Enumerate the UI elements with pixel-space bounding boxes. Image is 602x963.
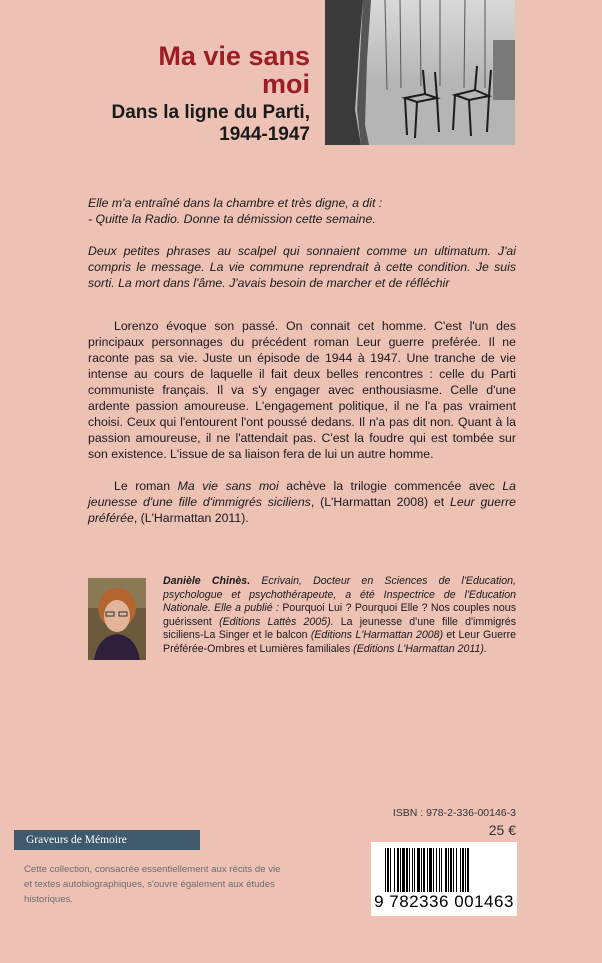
barcode-bar xyxy=(412,848,413,892)
book-title-line2: moi xyxy=(261,69,310,99)
quote-line1: Elle m'a entraîné dans la chambre et très digne, a dit : xyxy=(88,196,383,210)
summary-p2-title: Leur guerre préférée xyxy=(88,495,517,525)
barcode-bar xyxy=(460,848,461,892)
barcode-bar xyxy=(462,848,464,892)
book-title-line1: Ma vie sans xyxy=(158,41,310,71)
summary-paragraph-1: Lorenzo évoque son passé. On connait cet homme. C'est l'un des principaux personnages du précédent roman Leur guerre preférée. Il ne raconte pas sa vie. Juste un épisode de 1944 à 1947. Une tranche de vie intense au cours de laquelle il fait deux belles rencontres : celle du Parti communiste français. Il va s'y engager avec enthousiasme. Celle d'une ardente passion amoureuse. L'engagement politique, il ne l'a pas vraiment choisi. Ceux qui l'entourent l'ont poussé dedans. Il n'a pas dit non. Quant à la passion amoureuse, il ne l'attendait pas. C'est la foudre qui est tombée sur son existence. L'issue de sa liaison fera de lui un autre homme. xyxy=(88,319,516,461)
book-subtitle-line2: 1944-1947 xyxy=(219,124,310,145)
barcode-bar xyxy=(439,848,440,892)
barcode-bar xyxy=(448,848,449,892)
collection-name: Graveurs de Mémoire xyxy=(14,830,200,850)
summary-p2-title: Ma vie sans moi xyxy=(177,479,279,493)
author-bio-text: et Leur Guerre Préférée-Ombres et Lumières familiales xyxy=(163,629,516,655)
barcode-bar xyxy=(450,848,452,892)
summary-p2-text: , (L'Harmattan 2008) et xyxy=(310,495,451,509)
barcode xyxy=(371,842,517,916)
title-block xyxy=(112,42,311,146)
author-bio-text: Ecrivain, Docteur en Sciences de l'Education, psychologue et psychothérapeute, a été Inspectrice de l'Education Nationale. Elle a publié : xyxy=(163,575,516,614)
opening-quote xyxy=(88,195,516,227)
summary xyxy=(88,318,516,526)
summary-paragraph-2 xyxy=(88,478,516,526)
excerpt xyxy=(88,243,516,291)
collection-description: Cette collection, consacrée essentiellement aux récits de vie et textes autobiographiques, s'ouvre également aux études historiques. xyxy=(24,864,281,905)
book-title xyxy=(112,42,311,98)
barcode-bar xyxy=(465,848,466,892)
barcode-bar xyxy=(433,848,434,892)
barcode-bar xyxy=(453,848,454,892)
barcode-bar xyxy=(409,848,410,892)
summary-p2-text: achève la trilogie commencée avec xyxy=(278,479,503,493)
isbn: ISBN : 978-2-336-00146-3 xyxy=(392,807,516,819)
barcode-bar xyxy=(397,848,399,892)
barcode-bar xyxy=(456,848,457,892)
barcode-bar xyxy=(427,848,428,892)
park-chairs-illustration xyxy=(325,0,515,145)
author-portrait xyxy=(88,578,146,660)
cover-photo-park-chairs xyxy=(325,0,515,145)
barcode-bar xyxy=(423,848,425,892)
barcode-bar xyxy=(414,848,415,892)
excerpt-text: Deux petites phrases au scalpel qui sonnaient comme un ultimatum. J'ai compris le message. La vie commune reprendrait à cette condition. Je suis sorti. La mort dans l'âme. J'avais besoin de marcher et de réfléchir xyxy=(88,244,516,290)
barcode-bar xyxy=(429,848,432,892)
barcode-bar xyxy=(400,848,401,892)
summary-p2-text: , (L'Harmattan 2011). xyxy=(133,511,249,525)
barcode-bar xyxy=(394,848,395,892)
author-portrait-illustration xyxy=(88,578,146,660)
author-bio-text: La jeunesse d'une fille d'immigrés siciliens-La Singer et le balcon xyxy=(163,615,516,641)
author-bio-text: (Editions Lattès 2005). xyxy=(219,615,334,628)
barcode-bar xyxy=(417,848,420,892)
author-bio-text: (Editions L'Harmattan 2011). xyxy=(353,642,487,655)
barcode-bar xyxy=(406,848,408,892)
barcode-bar xyxy=(390,848,391,892)
barcode-bar xyxy=(402,848,405,892)
barcode-bar xyxy=(421,848,422,892)
author-bio-text: Pourquoi Lui ? Pourquoi Elle ? Nos couples nous guérissent xyxy=(163,602,516,628)
price: 25 € xyxy=(488,822,516,838)
barcode-bar xyxy=(385,848,386,892)
barcode-bars xyxy=(371,842,517,892)
book-subtitle xyxy=(112,102,311,146)
summary-p2-text: Le roman xyxy=(114,479,178,493)
barcode-digits: 9 782336 001463 xyxy=(374,892,514,911)
barcode-bar xyxy=(445,848,447,892)
barcode-bar xyxy=(387,848,389,892)
book-subtitle-line1: Dans la ligne du Parti, xyxy=(111,102,310,123)
quote-line2: - Quitte la Radio. Donne ta démission cette semaine. xyxy=(88,212,376,226)
barcode-bar xyxy=(467,848,469,892)
author-name: Danièle Chinès. xyxy=(163,575,251,587)
author-bio xyxy=(163,575,516,656)
author-bio-text: (Editions L'Harmattan 2008) xyxy=(310,629,444,641)
summary-p2-title: La jeunesse d'une fille d'immigrés siciliens xyxy=(88,479,517,509)
barcode-bar xyxy=(436,848,437,892)
barcode-bar xyxy=(441,848,442,892)
